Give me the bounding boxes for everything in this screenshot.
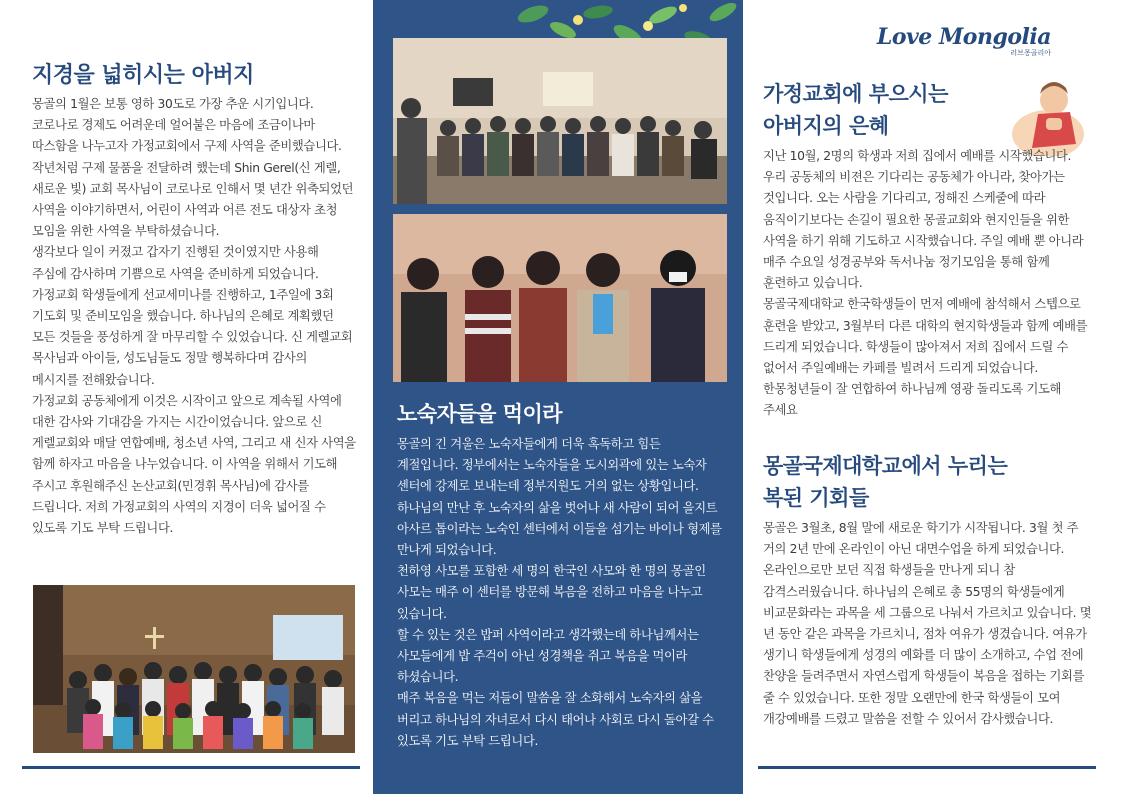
- right-column: [758, 0, 1096, 794]
- right-heading-2-line: 복된 기회들: [763, 486, 869, 510]
- right-heading-1: [763, 78, 948, 142]
- middle-paragraph: 천하영 사모를 포함한 세 명의 한국인 사모와 한 명의 몽골인 사모는 매주 이 센터를 방문해 복음을 전하고 마음을 나누고 있습니다.: [397, 564, 706, 621]
- love-mongolia-logo: [877, 24, 1051, 58]
- right-heading-2: [763, 450, 1007, 514]
- sisters-photo: [393, 214, 727, 382]
- right-heading-1-line: 아버지의 은혜: [763, 114, 889, 138]
- right-body-2: [763, 518, 1093, 730]
- left-paragraph: 가정교회 공동체에게 이것은 시작이고 앞으로 계속될 사역에 대한 감사와 기대감을 가지는 시간이었습니다. 앞으로 신 게렐교회와 매달 연합예배, 청소년 사역, 그리고 새 신자 사역을 함께 하자고 마음을 나누었습니다. 이 사역을 위해서 기도해 주시고 후원해주신 논산교회(민경휘 목사님)에 감사를 드립니다. 저희 가정교회의 사역의 지경이 더욱 넓어질 수 있도록 기도 부탁 드립니다.: [32, 393, 356, 536]
- middle-heading: 노숙자들을 먹이라: [397, 402, 563, 426]
- praying-figure-illustration: [1008, 74, 1088, 156]
- right-paragraph: 지난 10월, 2명의 학생과 저희 집에서 예배를 시작했습니다. 우리 공동체의 비젼은 기다리는 공동체가 아니라, 찾아가는 것입니다. 오는 사람을 기다리고, 정해진 스케줄에 따라 움직이기보다는 손길이 필요한 몽골교회와 현지인들을 위한 사역을 하기 위해 기도하고 시작했습니다. 주일 예배 뿐 아니라 매주 수요일 성경공부와 독서나눔 정기모임을 통해 함께 훈련하고 있습니다.: [763, 149, 1084, 291]
- logo-title: Love Mongolia: [876, 24, 1051, 50]
- right-paragraph: 몽골국제대학교 한국학생들이 먼저 예배에 참석해서 스텝으로 훈련을 받았고, 3월부터 다른 대학의 현지학생들과 함께 예배를 드리게 되었습니다. 학생들이 많아져서 저희 집에서 드릴 수 없어서 주일예배는 카페를 빌려서 드리게 되었습니다. 한몽청년들이 잘 연합하여 하나님께 영광 돌리도록 기도해 주세요: [763, 297, 1088, 418]
- homeless-center-photo: [393, 38, 727, 204]
- right-paragraph: 몽골은 3월초, 8월 말에 새로운 학기가 시작됩니다. 3월 첫 주 거의 2년 만에 온라인이 아닌 대면수업을 하게 되었습니다. 온라인으로만 보던 직접 학생들을 만나게 되니 참 감격스러웠습니다. 하나님의 은혜로 총 55명의 학생들에게 비교문화라는 과목을 세 그룹으로 나눠서 가르치고 있습니다. 몇 년 동안 같은 과목을 가르치니, 점차 여유가 생겼습니다. 여유가 생기니 학생들에게 성경의 예화를 더 많이 소개하고, 수업 전에 찬양을 들려주면서 자연스럽게 학생들이 복음을 접하는 기회를 줄 수 있었습니다. 또한 정말 오랜만에 한국 학생들이 모여 개강예배를 드렸고 말씀을 전할 수 있어서 감사했습니다.: [763, 521, 1092, 726]
- middle-column: [373, 0, 743, 794]
- left-body: [32, 94, 356, 539]
- middle-paragraph: 몽골의 긴 겨울은 노숙자들에게 더욱 혹독하고 힘든 계절입니다. 정부에서는 노숙자들을 도시외곽에 있는 노숙자 센터에 강제로 보내는데 정부지원도 거의 없는 상황입니다. 하나님의 만난 후 노숙자의 삶을 벗어나 새 사람이 되어 을지트 아사르 톱이라는 노숙인 센터에서 이들을 섬기는 바이나 형제를 만나게 되었습니다.: [397, 437, 722, 558]
- left-bottom-rule: [22, 766, 360, 769]
- middle-paragraph: 매주 복음을 먹는 저들이 말씀을 잘 소화해서 노숙자의 삶을 버리고 하나님의 자녀로서 다시 태어나 사회로 다시 돌아갈 수 있도록 기도 부탁 드립니다.: [397, 691, 714, 748]
- church-group-photo: [33, 585, 355, 753]
- left-column: [22, 0, 360, 794]
- left-heading: 지경을 넓히시는 아버지: [32, 63, 254, 88]
- right-heading-1-line: 가정교회에 부으시는: [763, 82, 948, 106]
- right-heading-2-line: 몽골국제대학교에서 누리는: [763, 454, 1008, 478]
- middle-body: [397, 434, 723, 752]
- logo-subtitle: 러브몽골리아: [1010, 49, 1051, 57]
- left-paragraph: 몽골의 1월은 보통 영하 30도로 가장 추운 시기입니다. 코로나로 경제도 어려운데 얼어붙은 마음에 조금이나마 따스함을 나누고자 가정교회에서 구제 사역을 준비했습니다. 작년처럼 구제 물품을 전달하려 했는데 Shin Gerel(신 게렐, 새로운 빛) 교회 목사님이 코로나로 인해서 몇 년간 위축되었던 사역을 이야기하면서, 어린이 사역과 어른 전도 대상자 초청 모임을 위한 사역을 부탁하셨습니다.: [32, 97, 354, 239]
- right-bottom-rule: [758, 766, 1096, 769]
- left-paragraph: 생각보다 일이 커졌고 갑자기 진행된 것이였지만 사용해 주심에 감사하며 기쁨으로 사역을 준비하게 되었습니다. 가정교회 학생들에게 선교세미나를 진행하고, 1주일에 3회 기도회 및 준비모임을 했습니다. 하나님의 은혜로 계획했던 모든 것들을 풍성하게 잘 마무리할 수 있었습니다. 신 게렐교회 목사님과 아이들, 성도님들도 정말 행복하다며 감사의 메시지를 전해왔습니다.: [32, 245, 353, 387]
- right-body-1: [763, 146, 1093, 422]
- middle-paragraph: 할 수 있는 것은 밥퍼 사역이라고 생각했는데 하나님께서는 사모들에게 밥 주걱이 아닌 성경책을 쥐고 복음을 먹이라 하셨습니다.: [397, 627, 699, 685]
